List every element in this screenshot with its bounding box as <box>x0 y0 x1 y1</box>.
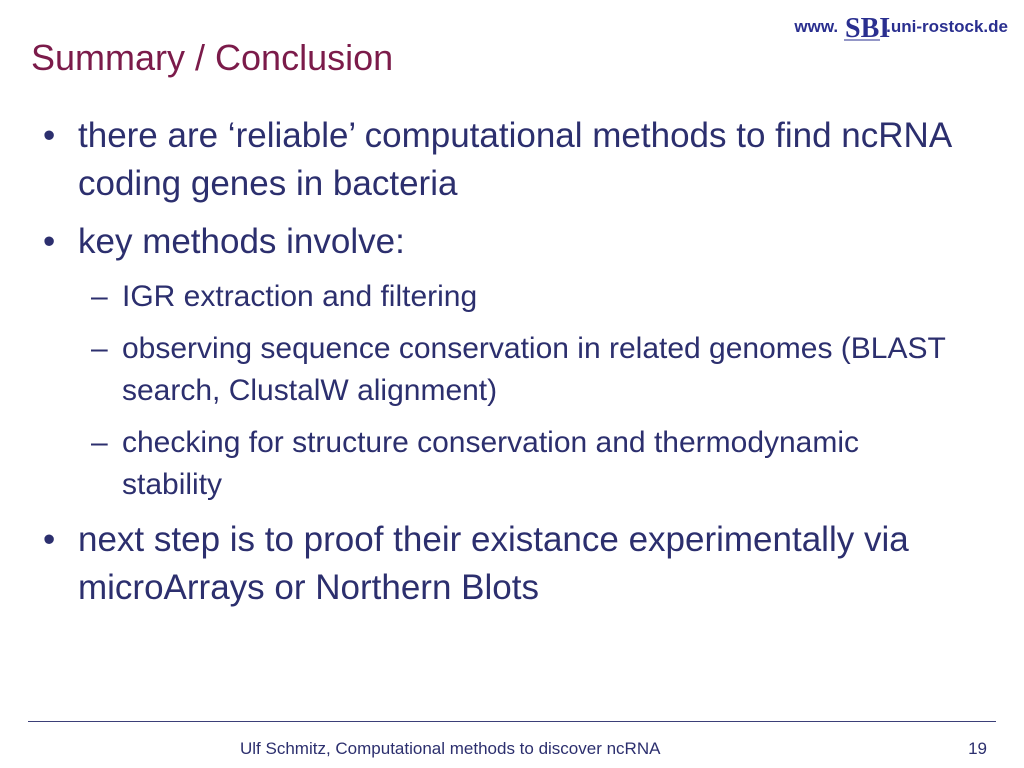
sub-bullet-marker: – <box>91 280 108 313</box>
bullet-marker: • <box>43 520 56 559</box>
sub-bullet-text: observing sequence conservation in related genomes (BLAST search, ClustalW alignment) <box>122 332 946 407</box>
bullet-list <box>0 112 1024 622</box>
bullet-text: next step is to proof their existance experimentally via microArrays or Northern Blots <box>78 520 909 607</box>
footer-text: Ulf Schmitz, Computational methods to discover ncRNA <box>240 739 661 758</box>
sbi-logo <box>842 8 891 44</box>
sub-bullet-marker: – <box>91 426 108 459</box>
sbi-logo-text: SBI <box>845 13 891 44</box>
page-number: 19 <box>968 739 987 758</box>
sub-bullet-item <box>0 328 964 412</box>
slide-title: Summary / Conclusion <box>31 37 394 78</box>
bullet-item <box>0 218 984 266</box>
bullet-marker: • <box>43 222 56 261</box>
site-url-suffix: .uni-rostock.de <box>886 16 1008 36</box>
sub-bullet-item <box>0 276 964 318</box>
footer-divider <box>28 721 996 722</box>
sub-bullet-item <box>0 422 964 506</box>
sub-bullet-marker: – <box>91 332 108 365</box>
bullet-marker: • <box>43 116 56 155</box>
site-url-prefix: www. <box>794 16 839 36</box>
sub-bullet-text: checking for structure conservation and thermodynamic stability <box>122 426 860 501</box>
site-url[interactable] <box>794 8 1008 44</box>
bullet-item <box>0 112 984 208</box>
bullet-text: key methods involve: <box>78 222 405 261</box>
bullet-item <box>0 516 984 612</box>
bullet-text: there are ‘reliable’ computational methods to find ncRNA coding genes in bacteria <box>78 116 951 203</box>
sub-bullet-text: IGR extraction and filtering <box>122 280 478 313</box>
